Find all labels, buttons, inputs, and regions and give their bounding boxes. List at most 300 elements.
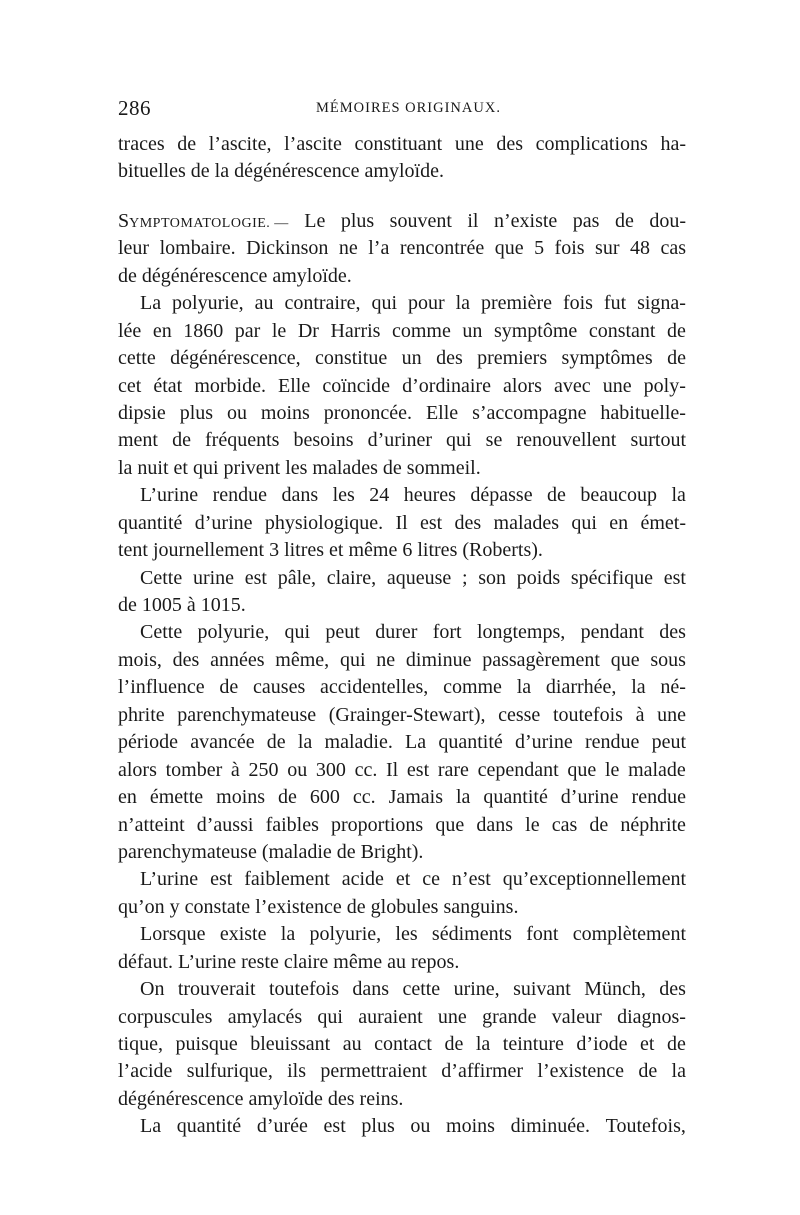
word: dans — [476, 813, 514, 836]
text-line — [118, 866, 686, 893]
word: Jamais — [388, 786, 444, 809]
word: parenchymateuse — [177, 703, 317, 726]
word: est — [323, 1115, 346, 1138]
word: ha- — [660, 133, 686, 155]
word: traces — [118, 133, 165, 155]
word: poids — [516, 566, 561, 589]
word: qu’exceptionnellement — [502, 868, 686, 891]
word: quantité — [176, 1115, 242, 1138]
word: sur — [595, 237, 620, 260]
section-heading: SYMPTOMATOLOGIE. — — [118, 209, 289, 232]
word: qui — [371, 292, 398, 315]
page-number: 286 — [118, 96, 151, 120]
word: des — [172, 648, 200, 671]
word: claire, — [326, 566, 377, 589]
word: d’iode — [576, 1033, 628, 1055]
line-text: de dégénérescence amyloïde. — [118, 264, 352, 287]
word: cc. — [352, 786, 376, 809]
body-text — [118, 131, 686, 1141]
word: l’a — [368, 237, 390, 260]
word: cas — [660, 237, 686, 260]
running-head — [118, 96, 688, 126]
word: plus — [340, 209, 375, 232]
word: symptômes — [561, 347, 653, 370]
word: rencontrée — [399, 237, 485, 260]
word: la — [671, 1060, 686, 1083]
word: pour — [407, 292, 445, 315]
word: complètement — [572, 923, 686, 946]
word: auraient — [358, 1005, 423, 1028]
word: moins — [446, 1115, 495, 1138]
word: passagèrement — [482, 648, 600, 671]
word: de — [172, 429, 191, 452]
word: quantité — [118, 511, 183, 534]
word: grande — [482, 1005, 537, 1028]
word: d’ordinaire — [402, 374, 491, 397]
word: cette — [402, 978, 441, 1001]
word: l’ascite, — [208, 133, 272, 155]
word: moins — [216, 786, 266, 809]
word: 48 — [629, 237, 650, 260]
word: permettraient — [320, 1060, 427, 1083]
text-line — [118, 976, 686, 1003]
word: de — [547, 484, 566, 507]
word: malade — [628, 758, 686, 781]
word: une — [602, 374, 632, 397]
word: de — [589, 813, 609, 836]
word: la — [455, 786, 471, 809]
word: urine — [192, 566, 235, 589]
text-line — [118, 1004, 686, 1031]
word: d’urine — [194, 511, 253, 534]
text-line — [118, 510, 686, 537]
word: proportions — [331, 813, 424, 836]
word: de — [266, 731, 286, 754]
text-line — [118, 565, 686, 592]
word: premiers — [477, 347, 548, 370]
word: que — [567, 758, 597, 781]
text-line — [118, 131, 686, 158]
word: L’urine — [140, 484, 199, 507]
word: contraire, — [284, 292, 361, 315]
word: le — [604, 758, 620, 781]
word: de — [666, 1033, 686, 1055]
word: il — [467, 209, 479, 232]
word: années — [210, 648, 265, 671]
word: sulfurique, — [186, 1060, 273, 1083]
word: comme — [443, 676, 502, 699]
word: dégénérescence, — [170, 347, 301, 370]
word: teinture — [502, 1033, 564, 1055]
word: existe — [219, 923, 267, 946]
word: complications — [535, 133, 648, 155]
word: faiblement — [244, 868, 330, 891]
word: Le — [304, 209, 326, 232]
text-line — [118, 812, 686, 839]
word: le — [525, 813, 540, 836]
word: avec — [554, 374, 591, 397]
word: font — [526, 923, 559, 946]
word: la — [297, 731, 313, 754]
word: des — [659, 621, 686, 644]
word: alors — [503, 374, 542, 397]
word: cesse — [498, 703, 541, 726]
word: rendue — [631, 786, 686, 809]
word: Il — [386, 758, 399, 781]
word: qui — [446, 429, 472, 452]
word: qui — [339, 648, 366, 671]
word: leur — [118, 237, 150, 260]
word: rendue — [584, 731, 640, 754]
text-line — [118, 290, 686, 317]
text-line — [118, 674, 686, 701]
word: la — [280, 923, 296, 946]
word: est — [406, 758, 430, 781]
word: que — [435, 813, 465, 836]
word: toutefois — [268, 978, 339, 1001]
text-line — [118, 158, 686, 185]
text-line — [118, 1113, 686, 1140]
word: rendue — [212, 484, 268, 507]
word: constant — [588, 319, 656, 342]
word: ils — [287, 1060, 307, 1083]
word: l’acide — [118, 1060, 173, 1083]
word: l’existence — [537, 1060, 625, 1083]
word: fut — [603, 292, 627, 315]
word: un — [401, 347, 422, 370]
word: Elle — [425, 401, 459, 424]
word: morbide. — [194, 374, 266, 397]
word: quantité — [483, 786, 548, 809]
word: de — [444, 1033, 464, 1055]
word: n’existe — [493, 209, 558, 232]
word: polyurie, — [309, 923, 382, 946]
text-line — [118, 263, 686, 290]
text-line — [118, 482, 686, 509]
word: aqueuse — [386, 566, 452, 589]
word: d’urine — [514, 731, 573, 754]
text-line — [118, 345, 686, 372]
word: en — [152, 319, 172, 342]
word: lombaire. — [159, 237, 236, 260]
line-text: bituelles de la dégénérescence amyloïde. — [118, 160, 444, 183]
word: coïncide — [322, 374, 391, 397]
word: moins — [260, 401, 310, 424]
word: néphrite — [620, 813, 686, 836]
word: ne — [338, 237, 358, 260]
text-line — [118, 1058, 686, 1085]
word: avancée — [190, 731, 255, 754]
word: pendant — [580, 621, 644, 644]
word: poly- — [643, 374, 686, 397]
text-line — [118, 318, 686, 345]
word: sédiments — [431, 923, 512, 946]
word: cette — [118, 347, 156, 370]
word: accidentelles, — [320, 676, 429, 699]
word: surtout — [630, 429, 686, 452]
word: signa- — [637, 292, 686, 315]
word: heures — [403, 484, 456, 507]
word: est — [244, 566, 267, 589]
word: urine, — [453, 978, 500, 1001]
word: maladie. — [324, 731, 393, 754]
word: de — [638, 1060, 658, 1083]
word: peut — [325, 621, 360, 644]
word: contact — [374, 1033, 432, 1055]
line-text: la nuit et qui privent les malades de sommeil. — [118, 456, 481, 479]
word: rare — [437, 758, 469, 781]
word: que — [494, 237, 524, 260]
word: la — [631, 676, 646, 699]
word: L’urine — [140, 868, 199, 891]
word: cependant — [477, 758, 559, 781]
word: émet- — [640, 511, 686, 534]
word: Il — [395, 511, 408, 534]
word: dans — [281, 484, 319, 507]
word: 250 — [248, 758, 279, 781]
word: en — [118, 786, 137, 809]
word: son — [478, 566, 507, 589]
word: Lorsque — [140, 923, 206, 946]
text-line — [118, 839, 686, 866]
word: une — [657, 703, 686, 726]
word: n’est — [451, 868, 491, 891]
word: d’urée — [256, 1115, 308, 1138]
text-line — [118, 921, 686, 948]
word: des — [496, 133, 524, 155]
word: et — [395, 868, 411, 891]
word: période — [118, 731, 178, 754]
word: La — [140, 1115, 162, 1138]
word: dépasse — [470, 484, 533, 507]
word: ou — [410, 1115, 431, 1138]
line-text: de 1005 à 1015. — [118, 594, 246, 616]
text-line — [118, 1086, 686, 1113]
word: première — [480, 292, 553, 315]
word: tomber — [165, 758, 223, 781]
word: alors — [118, 758, 157, 781]
word: peut — [651, 731, 686, 754]
word: est — [210, 868, 233, 891]
word: l’ascite — [284, 133, 342, 155]
word: diminue — [405, 648, 472, 671]
word: une — [454, 133, 484, 155]
word: dans — [352, 978, 390, 1001]
word: ce — [422, 868, 440, 891]
text-line — [118, 427, 686, 454]
word: de — [614, 209, 634, 232]
word: sous — [650, 648, 686, 671]
word: La — [405, 731, 427, 754]
word: pas — [572, 209, 600, 232]
line-text: dégénérescence amyloïde des reins. — [118, 1087, 404, 1110]
word: de — [278, 786, 297, 809]
word: cas — [551, 813, 578, 836]
word: pâle, — [277, 566, 316, 589]
text-line — [118, 208, 686, 235]
word: renouvellent — [516, 429, 617, 452]
word: né- — [660, 676, 686, 699]
line-text: parenchymateuse (maladie de Bright). — [118, 840, 424, 863]
word: n’atteint — [118, 813, 185, 836]
word: La — [140, 292, 162, 315]
word: une — [437, 1005, 467, 1028]
word: tique, — [118, 1033, 163, 1055]
word: même, — [275, 648, 330, 671]
word: Cette — [140, 566, 183, 589]
word: 5 — [534, 237, 545, 260]
word: polyurie, — [172, 292, 244, 315]
word: ment — [118, 429, 158, 452]
word: que — [610, 648, 640, 671]
word: acide — [341, 868, 384, 891]
word: qui — [571, 511, 597, 534]
word: de — [219, 676, 239, 699]
word: ou — [226, 401, 247, 424]
word: dipsie — [118, 401, 166, 424]
word: d’uriner — [367, 429, 432, 452]
word: 300 — [315, 758, 346, 781]
word: corpuscules — [118, 1005, 213, 1028]
word: suivant — [513, 978, 571, 1001]
word: d’urine — [560, 786, 619, 809]
text-line — [118, 592, 686, 619]
text-line — [118, 537, 686, 564]
word: d’affirmer — [441, 1060, 524, 1083]
word: des — [454, 511, 482, 534]
word: constituant — [354, 133, 443, 155]
word: qui — [284, 621, 311, 644]
word: de — [177, 133, 197, 155]
word: par — [234, 319, 261, 342]
word: Harris — [330, 319, 381, 342]
word: comme — [392, 319, 451, 342]
word: physiologique. — [264, 511, 384, 534]
word: beaucoup — [580, 484, 658, 507]
text-line — [118, 729, 686, 756]
word: Dickinson — [246, 237, 329, 260]
word: causes — [253, 676, 306, 699]
word: Elle — [278, 374, 311, 397]
word: ou — [287, 758, 308, 781]
word: 24 — [369, 484, 390, 507]
text-line — [118, 894, 686, 921]
word: cet — [118, 374, 142, 397]
word: 1860 — [183, 319, 224, 342]
word: à — [230, 758, 240, 781]
word: fois — [562, 292, 593, 315]
word: besoins — [293, 429, 354, 452]
word: de — [667, 319, 686, 342]
word: les — [395, 923, 418, 946]
word: 600 — [309, 786, 340, 809]
word: est — [663, 566, 686, 589]
word: Dr — [297, 319, 319, 342]
word: longtemps, — [476, 621, 566, 644]
text-line — [118, 647, 686, 674]
word: diagnos- — [617, 1005, 686, 1028]
word: état — [153, 374, 183, 397]
word: et — [640, 1033, 655, 1055]
word: ; — [461, 566, 468, 589]
text-line — [118, 619, 686, 646]
text-line — [118, 1031, 686, 1058]
word: phrite — [118, 703, 165, 726]
word: qui — [317, 1005, 343, 1028]
line-text: défaut. L’urine reste claire même au repos. — [118, 950, 460, 973]
text-line — [118, 400, 686, 427]
word: souvent — [389, 209, 452, 232]
word: la — [475, 1033, 491, 1055]
word: au — [254, 292, 274, 315]
word: faibles — [265, 813, 319, 836]
word: se — [485, 429, 503, 452]
word: amylacés — [227, 1005, 303, 1028]
word: malades — [493, 511, 560, 534]
word: Münch, — [584, 978, 646, 1001]
word: Cette — [140, 621, 183, 644]
word: diarrhée, — [545, 676, 617, 699]
text-line — [118, 235, 686, 262]
word: polyurie, — [197, 621, 270, 644]
word: des — [436, 347, 463, 370]
word: de — [667, 347, 686, 370]
word: cc. — [354, 758, 378, 781]
text-line — [118, 757, 686, 784]
word: s’accompagne — [472, 401, 587, 424]
word: habituelle- — [600, 401, 686, 424]
word: à — [635, 703, 645, 726]
word: des — [659, 978, 686, 1001]
word: émette — [149, 786, 204, 809]
text-line — [118, 702, 686, 729]
word: dou- — [649, 209, 686, 232]
text-line — [118, 455, 686, 482]
text-line — [118, 784, 686, 811]
word: trouverait — [177, 978, 256, 1001]
word: fois — [554, 237, 585, 260]
word: d’aussi — [196, 813, 254, 836]
word: fréquents — [205, 429, 280, 452]
word: durer — [375, 621, 418, 644]
line-text: qu’on y constate l’existence de globules sanguins. — [118, 895, 519, 918]
word: diminuée. — [510, 1115, 590, 1138]
word: prononcée. — [323, 401, 413, 424]
word: la — [671, 484, 686, 507]
word: (Grainger-Stewart), — [328, 703, 486, 726]
word: symptôme — [493, 319, 578, 342]
word: bleuissant — [250, 1033, 331, 1055]
word: ne — [376, 648, 396, 671]
word: l’influence — [118, 676, 205, 699]
word: fort — [432, 621, 462, 644]
text-line — [118, 373, 686, 400]
word: la — [455, 292, 471, 315]
running-title: MÉMOIRES ORIGINAUX. — [316, 100, 501, 116]
word: valeur — [551, 1005, 602, 1028]
word: en — [609, 511, 629, 534]
word: Toutefois, — [605, 1115, 686, 1138]
word: au — [342, 1033, 362, 1055]
word: spécifique — [570, 566, 654, 589]
word: plus — [361, 1115, 395, 1138]
word: les — [332, 484, 355, 507]
word: la — [516, 676, 532, 699]
word: On — [140, 978, 165, 1001]
word: constitue — [315, 347, 388, 370]
word: le — [271, 319, 287, 342]
word: toutefois — [552, 703, 623, 726]
